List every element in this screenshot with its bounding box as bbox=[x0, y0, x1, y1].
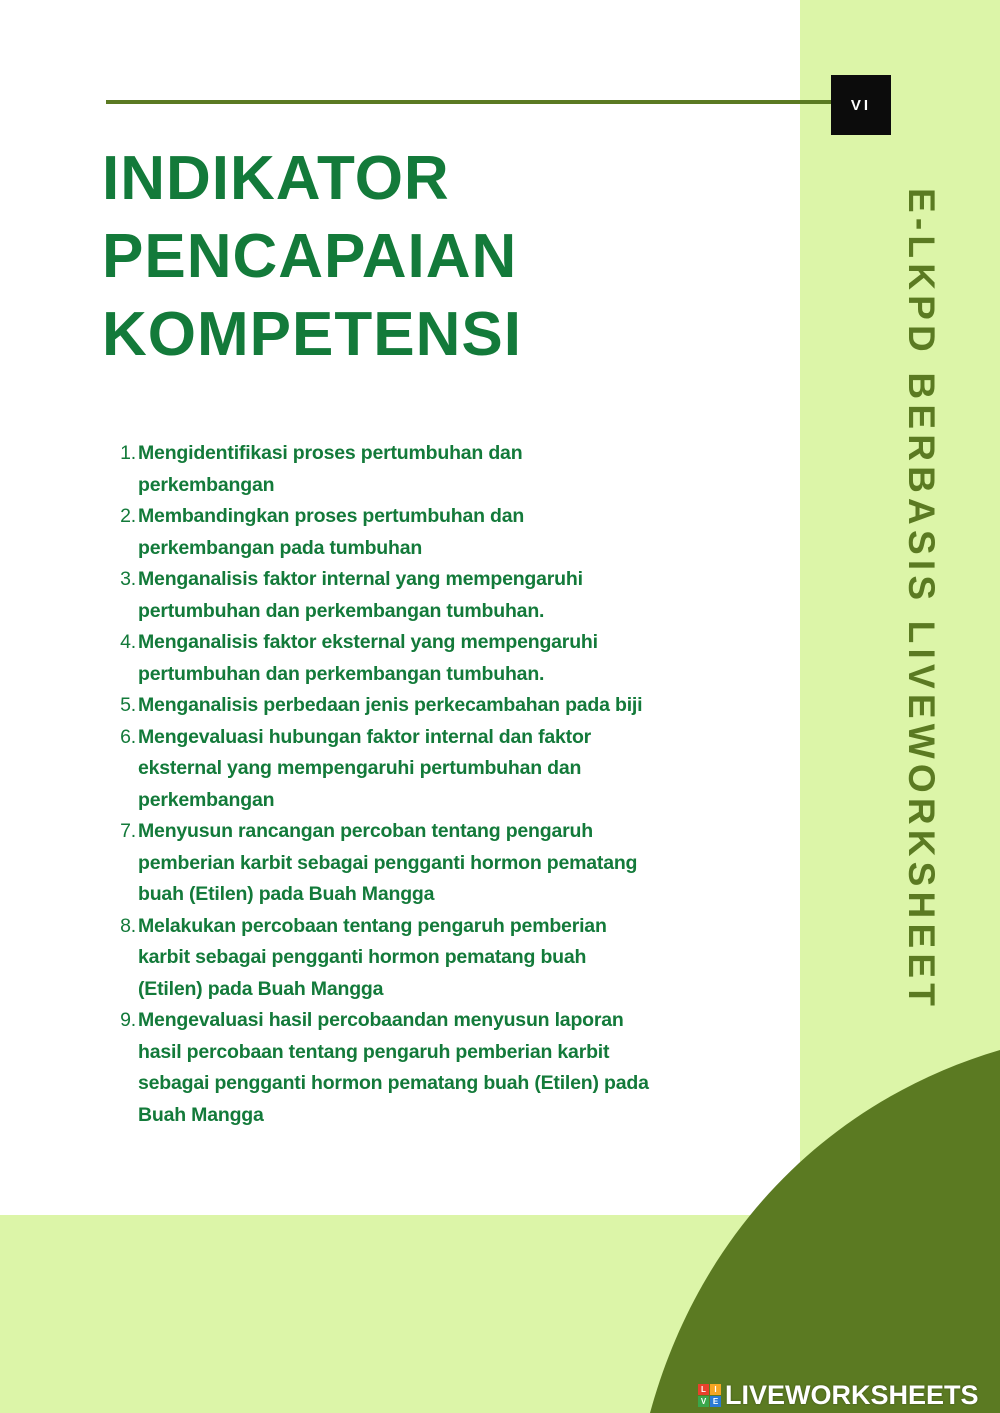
logo-letter: V bbox=[698, 1396, 709, 1407]
indicator-number: 7. bbox=[120, 820, 136, 842]
indicator-text-line: hasil percobaan tentang pengaruh pemberian karbit bbox=[138, 1040, 610, 1063]
indicator-text-line: Menganalisis perbedaan jenis perkecambahan pada biji bbox=[138, 694, 643, 716]
indicator-text-line: (Etilen) pada Buah Mangga bbox=[138, 977, 384, 1000]
indicator-item bbox=[120, 1005, 738, 1131]
indicator-text-line: Mengidentifikasi proses pertumbuhan dan bbox=[138, 442, 523, 464]
indicator-item bbox=[120, 501, 738, 564]
indicator-text-line: Mengevaluasi hubungan faktor internal dan faktor bbox=[138, 725, 592, 748]
indicator-item bbox=[120, 816, 738, 911]
indicator-number: 2. bbox=[120, 505, 136, 527]
indicator-text-line: pertumbuhan dan perkembangan tumbuhan. bbox=[138, 662, 545, 685]
indicator-text-line: Melakukan percobaan tentang pengaruh pemberian bbox=[138, 914, 607, 937]
indicator-item bbox=[120, 690, 738, 722]
logo-letter: I bbox=[710, 1384, 721, 1395]
indicator-list bbox=[120, 438, 738, 1131]
indicator-text-line: perkembangan pada tumbuhan bbox=[138, 536, 423, 559]
indicator-number: 1. bbox=[120, 442, 136, 464]
indicator-text-line: Menganalisis faktor internal yang mempengaruhi bbox=[138, 568, 583, 590]
indicator-number: 5. bbox=[120, 694, 136, 716]
title-line: PENCAPAIAN bbox=[102, 222, 518, 291]
indicator-text-line: karbit sebagai pengganti hormon pematang buah bbox=[138, 946, 587, 968]
watermark-text: LIVEWORKSHEETS bbox=[725, 1379, 979, 1410]
indicator-text-line: Membandingkan proses pertumbuhan dan bbox=[138, 505, 525, 527]
side-label-vertical: E-LKPD BERBASIS LIVEWORKSHEET bbox=[901, 188, 942, 1012]
indicator-number: 8. bbox=[120, 914, 136, 937]
title-line: KOMPETENSI bbox=[102, 300, 522, 369]
indicator-text-line: Menganalisis faktor eksternal yang mempengaruhi bbox=[138, 631, 598, 653]
indicator-number: 3. bbox=[120, 568, 136, 590]
logo-letter: L bbox=[698, 1384, 709, 1395]
indicator-text-line: pertumbuhan dan perkembangan tumbuhan. bbox=[138, 599, 545, 622]
title-line: INDIKATOR bbox=[102, 144, 450, 213]
indicator-text-line: pemberian karbit sebagai pengganti hormon pematang bbox=[138, 851, 638, 874]
indicator-item bbox=[120, 722, 738, 817]
liveworksheets-watermark bbox=[698, 1378, 979, 1412]
logo-letter: E bbox=[710, 1396, 721, 1407]
top-rule-line bbox=[106, 100, 832, 104]
indicator-text-line: buah (Etilen) pada Buah Mangga bbox=[138, 883, 435, 905]
indicator-number: 9. bbox=[120, 1009, 136, 1031]
page-number-badge: VI bbox=[831, 75, 891, 135]
indicator-number: 4. bbox=[120, 631, 136, 653]
indicator-item bbox=[120, 911, 738, 1006]
liveworksheets-logo-icon bbox=[698, 1384, 721, 1407]
indicator-text-line: Mengevaluasi hasil percobaandan menyusun laporan bbox=[138, 1009, 624, 1031]
indicator-item bbox=[120, 438, 738, 501]
page-title bbox=[102, 140, 522, 374]
indicator-item bbox=[120, 564, 738, 627]
indicator-text-line: Menyusun rancangan percoban tentang pengaruh bbox=[138, 820, 593, 842]
indicator-text-line: perkembangan bbox=[138, 788, 275, 811]
indicator-text-line: Buah Mangga bbox=[138, 1103, 264, 1126]
indicator-number: 6. bbox=[120, 725, 136, 748]
indicator-text-line: sebagai pengganti hormon pematang buah (Etilen) pada bbox=[138, 1072, 649, 1094]
indicator-text-line: perkembangan bbox=[138, 473, 275, 496]
indicator-item bbox=[120, 627, 738, 690]
indicator-text-line: eksternal yang mempengaruhi pertumbuhan dan bbox=[138, 757, 582, 779]
